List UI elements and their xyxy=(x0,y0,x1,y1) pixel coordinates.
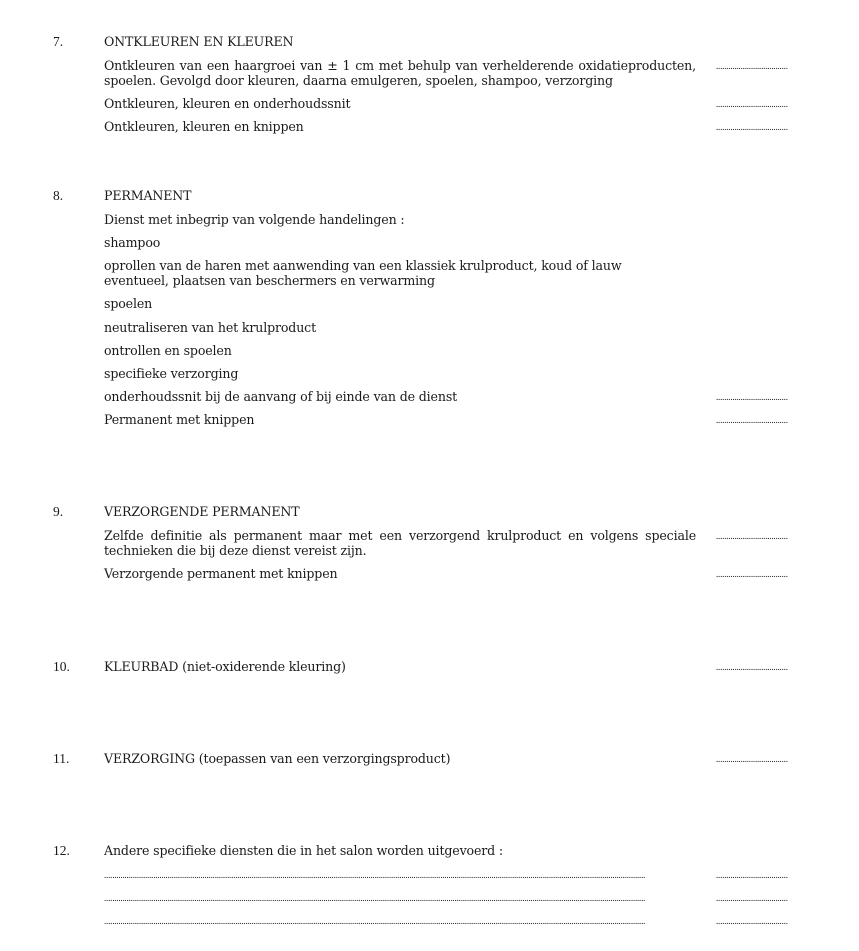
section-11-price: ................................... xyxy=(716,754,788,764)
section-10-number: 10. xyxy=(53,659,70,674)
section-7-item-1: Ontkleuren van een haargroei van ± 1 cm met behulp van verhelderende oxidatieproducten, spoelen. Gevolgd door kleuren, daarna emulgeren, spoelen, shampoo, verzorging xyxy=(104,58,696,88)
section-8-step-4: neutraliseren van het krulproduct xyxy=(104,320,316,335)
section-11-number: 11. xyxy=(53,751,70,766)
section-8-step-7-price: ................................... xyxy=(716,392,788,402)
section-7-title: ONTKLEUREN EN KLEUREN xyxy=(104,34,294,49)
fill-in-line-3-price: ................................... xyxy=(716,916,788,926)
section-8-item-1: Permanent met knippen xyxy=(104,412,255,427)
fill-in-line-1-price: ................................... xyxy=(716,870,788,880)
section-9-item-2-price: ................................... xyxy=(716,569,788,579)
section-8-step-6: specifieke verzorging xyxy=(104,366,239,381)
section-8-number: 8. xyxy=(53,188,64,203)
section-8-title: PERMANENT xyxy=(104,188,192,203)
section-9-title: VERZORGENDE PERMANENT xyxy=(104,504,300,519)
fill-in-line-2: ........................................................................................................................................................................................................................................................................ xyxy=(104,893,646,903)
section-10-price: ................................... xyxy=(716,662,788,672)
section-8-intro: Dienst met inbegrip van volgende handelingen : xyxy=(104,212,405,227)
fill-in-line-3: ........................................................................................................................................................................................................................................................................ xyxy=(104,916,646,926)
section-10-title: KLEURBAD (niet-oxiderende kleuring) xyxy=(104,659,346,674)
section-8-step-7: onderhoudssnit bij de aanvang of bij einde van de dienst xyxy=(104,389,458,404)
section-8-item-1-price: ................................... xyxy=(716,415,788,425)
section-7-item-2-price: ................................... xyxy=(716,99,788,109)
section-8-step-3: spoelen xyxy=(104,296,153,311)
section-11-title: VERZORGING (toepassen van een verzorgingsproduct) xyxy=(104,751,451,766)
fill-in-line-1: ........................................................................................................................................................................................................................................................................ xyxy=(104,870,646,880)
section-7-item-3-price: ................................... xyxy=(716,122,788,132)
section-7-item-1-price: ................................... xyxy=(716,61,788,71)
section-9-item-2: Verzorgende permanent met knippen xyxy=(104,566,338,581)
section-7-item-3: Ontkleuren, kleuren en knippen xyxy=(104,119,304,134)
section-12-title: Andere specifieke diensten die in het salon worden uitgevoerd : xyxy=(104,843,503,858)
section-7-number: 7. xyxy=(53,34,64,49)
section-8-step-1: shampoo xyxy=(104,235,161,250)
section-12-number: 12. xyxy=(53,843,70,858)
section-9-number: 9. xyxy=(53,504,64,519)
section-7-item-2: Ontkleuren, kleuren en onderhoudssnit xyxy=(104,96,351,111)
section-9-item-1-price: ................................... xyxy=(716,531,788,541)
section-9-item-1: Zelfde definitie als permanent maar met een verzorgend krulproduct en volgens speciale technieken die bij deze dienst vereist zijn. xyxy=(104,528,696,558)
section-8-step-5: ontrollen en spoelen xyxy=(104,343,232,358)
fill-in-line-2-price: ................................... xyxy=(716,893,788,903)
section-8-step-2: oprollen van de haren met aanwending van een klassiek krulproduct, koud of lauw eventueel, plaatsen van beschermers en verwarming xyxy=(104,258,622,288)
